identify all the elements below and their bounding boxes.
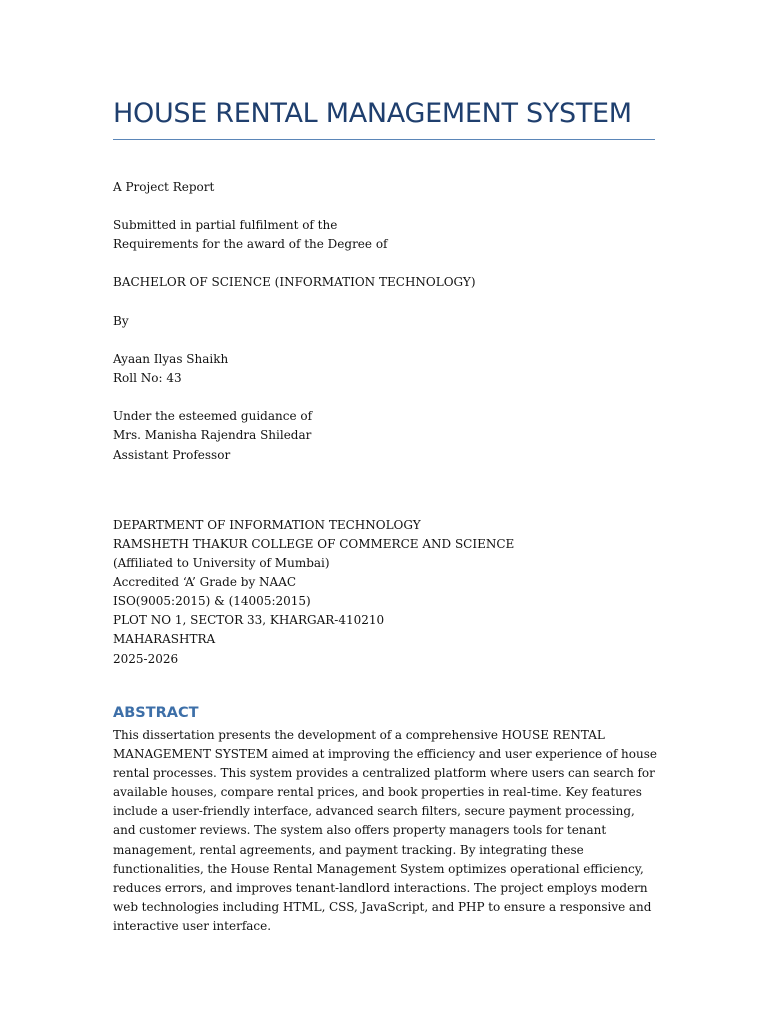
accreditation: Accredited ‘A’ Grade by NAAC <box>113 575 297 589</box>
page-title: HOUSE RENTAL MANAGEMENT SYSTEM <box>113 98 632 129</box>
iso-certification: ISO(9005:2015) & (14005:2015) <box>113 594 311 608</box>
guide-title: Assistant Professor <box>113 448 231 462</box>
degree-name: BACHELOR OF SCIENCE (INFORMATION TECHNOLOGY) <box>113 275 476 289</box>
title-divider <box>113 139 655 140</box>
submission-line-1: Submitted in partial fulfilment of the <box>113 218 338 232</box>
academic-year: 2025-2026 <box>113 652 179 666</box>
college-name: RAMSHETH THAKUR COLLEGE OF COMMERCE AND SCIENCE <box>113 537 515 551</box>
affiliation: (Affiliated to University of Mumbai) <box>113 556 330 570</box>
abstract-body: This dissertation presents the development of a comprehensive HOUSE RENTAL MANAGEMENT SYSTEM aimed at improving the efficiency and user experience of house rental processes. This system provides a centralized platform where users can search for available houses, compare rental prices, and book properties in real-time. Key features include a user-friendly interface, advanced search filters, secure payment processing, and customer reviews. The system also offers property managers tools for tenant management, rental agreements, and payment tracking. By integrating these functionalities, the House Rental Management System optimizes operational efficiency, reduces errors, and improves tenant-landlord interactions. The project employs modern web technologies including HTML, CSS, JavaScript, and PHP to ensure a responsive and interactive user interface. <box>113 728 657 933</box>
submission-line-2: Requirements for the award of the Degree of <box>113 237 388 251</box>
state: MAHARASHTRA <box>113 632 216 646</box>
guidance-label: Under the esteemed guidance of <box>113 409 313 423</box>
report-type: A Project Report <box>113 180 215 194</box>
author-name: Ayaan Ilyas Shaikh <box>113 352 229 366</box>
department: DEPARTMENT OF INFORMATION TECHNOLOGY <box>113 518 421 532</box>
by-label: By <box>113 314 129 328</box>
guide-name: Mrs. Manisha Rajendra Shiledar <box>113 428 312 442</box>
roll-number: Roll No: 43 <box>113 371 182 385</box>
abstract-heading: ABSTRACT <box>113 705 199 721</box>
address: PLOT NO 1, SECTOR 33, KHARGAR-410210 <box>113 613 385 627</box>
